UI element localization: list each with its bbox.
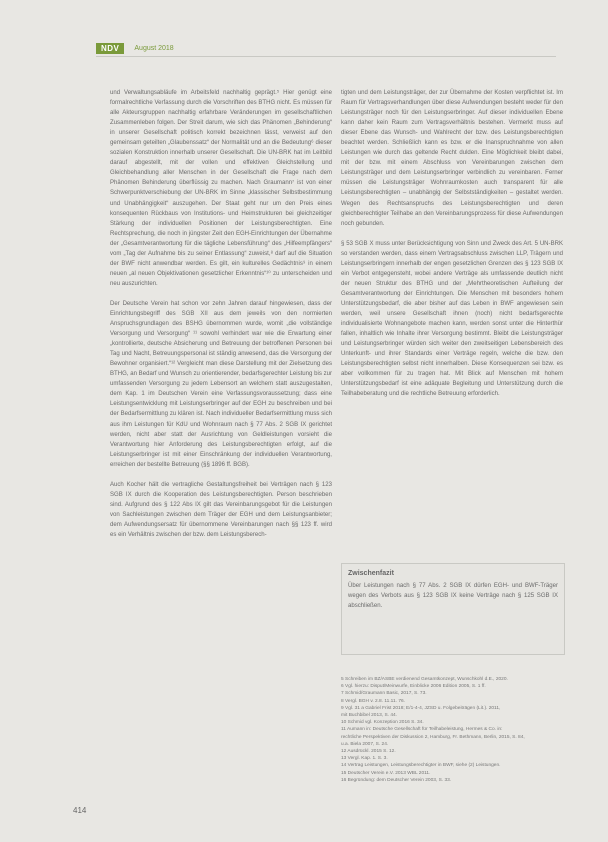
footnote: mit Buchbibel 2013, S. 44.: [341, 713, 397, 719]
paragraph: Der Deutsche Verein hat schon vor zehn Jahren darauf hingewiesen, dass der Einrichtungsbegriff des SGB XII aus dem jeweils von den normierten Anspruchsgrundlagen des BSHG übernommen wurde, womit „die vollständige Versorgung und Versorgung“ ¹¹ sowohl verhindert war wie die Erwartung einer „kontrollierte, deutsche Absicherung und Betreuung der betroffenen Personen bei Tag und Nacht, Betreuungspersonal ist ständig anwesend, das die Versorgung der Bewohner organisiert.“¹² Vergleicht man diese Darstellung mit der Zielsetzung des BTHG, an Bedarf und Wunsch zu orientierender, bedarfsgerechter Leistung bis zur umfassenden Versorgung zu jedem Lebensort an welchem statt auszugestalten, dem Kap. 1 im Deutschen Verein eine Verfassungsvoraussetzung; dass eine Leistungsentwicklung mit Leistungserbringer auf der EGH zu beschreiben und bei der Bedarfsermittlung zu klären ist. Nach individueller Bedarfsermittlung muss sich aus ihm Leistungen für KdU und Wohnraum nach § 77 Abs. 2 SGB IX gerichtet werden, nicht aber statt der Ausrichtung von Geldleistungen vorsieht die Verantwortung hier Anforderung des Leistungsberechtigten erfolgt, auf die Leistungserbringer ist mit einer Einschränkung der individuellen Verantwortung, erreichen der bestellte Betreuung (§§ 1896 ff. BGB).: [110, 300, 332, 468]
footnote: 7 Schmid/Graumann Basic, 2017, S. 73.: [341, 691, 427, 697]
footnote: 12 Ausdrückl. 2015 S. 12.: [341, 749, 396, 755]
paragraph: § 53 SGB X muss unter Berücksichtigung von Sinn und Zweck des Art. 5 UN-BRK so verstanden werden, dass einem Vertragsabschluss zwischen LLP, Trägern und Leistungserbringern innerhalb der engen gesetzlichen Grenzen des § 123 SGB IX ein Verbot entgegensteht, wobei andere Verträge als umfassende deutlich nicht der neuen Struktur des BTHG und der „Mehrtheoretischen Aufteilung der Gesamtverantwortung der Einrichtungen. Die Menschen mit besonders hohem Unterstützungsbedarf, die aber bisher auf das Leben in BWF angewiesen sein werden, weil unsere Gesellschaft ihnen (noch) nicht bedarfsgerechte individualisierte Wohnangebote machen kann, werden sonst unter die Hinterthür fallen, inhaltlich wie Inhalte ihrer Versorgung bestimmt. Bleibt die Leistungsträger und Leistungserbringer würden sich weiter den zweitseitigen Lebensbereich des Unterkunft- und ihrer Standards einer Verträge regeln, welche die bzw. den Leistungsberechtigten selbst nicht innerhalben. Diese Konsequenzen sei bzw. es aber vollkommen für zu tragen hat. Mit Blick auf Menschen mit hohem Unterstützungsbedarf ist eine adäquate Begleitung und Unterstützung durch die Teilhabeberatung und die rechtliche Betreuung erforderlich.: [341, 240, 563, 398]
footnote: 5 Schreiben im BZ/ASBE verdienend Gesamtkonzept, Wunschkohl d.E., 2020.: [341, 677, 508, 682]
footnote: 11 Aumann in: Deutsche Gesellschaft für Teilhabeleistung, Hermes & Co. in:: [341, 727, 503, 733]
footnote: rechtliche Perspektiven der Diskussion 2, Hamburg, Fr. Bethmann, Berlin, 2015, S. 84,: [341, 734, 525, 740]
page-number: 414: [73, 806, 87, 815]
footnote: 10 Schmid vgl. Konzeption 2016 S. 34.: [341, 720, 424, 726]
summary-text: Über Leistungen nach § 77 Abs. 2 SGB IX dürfen EGH- und BWF-Träger wegen des Verbots aus § 123 SGB IX keine Verträge nach § 125 SGB IX abschließen.: [348, 583, 558, 609]
footnote: 15 Deutscher Verein e.V. 2013 WBL 2011.: [341, 770, 431, 776]
header-rule: [96, 56, 556, 57]
paragraph: tigten und dem Leistungsträger, der zur Übernahme der Kosten verpflichtet ist. Im Raum für Vertragsverhandlungen über diese Aufwendungen besteht weder für den Leistungsträger noch für den Leistungserbringer. Auf dieser individuellen Ebene kann daher kein Raum zum Vertragsverhältnis bestehen. Vermerkt muss auf dieser Ebene das Wunsch- und Wahlrecht der bzw. des Leistungsberechtigten beachtet werden. Schließlich kann es bzw. er die Inanspruchnahme von allen Leistungen wie durch das geltende Recht dulden. Eine Möglichkeit bleibt dabei, mit der bzw. mit einem Abschluss von Vereinbarungen zwischen dem Leistungsträger und dem Leistungserbringer verbindlich zu vereinbaren. Ferner müssen die Leistungsträger Wohnraumkosten auch transparent für alle Leistungsberechtigten – unabhängig der Selbstständigkeiten – gestaltet werden. Wegen des Rechtsanspruchs des Leistungsberechtigten und deren gleichberechtigter Teilhabe an den Vereinbarungsprozess für diese Aufwendungen noch gebunden.: [341, 90, 563, 227]
right-column: [341, 88, 563, 409]
summary-box: [341, 563, 565, 655]
footnote: u.a. Biela 2007, S. 24.: [341, 741, 389, 747]
summary-title: Zwischenfazit: [348, 570, 394, 577]
footnote: 6 Vgl. hierzu: Disput/Meinwurfe, Einblicke 2006 Edition 2005, S. 1 ff.: [341, 684, 486, 690]
page-header: [96, 42, 174, 54]
footnote: 14 Vertrag Leistungen, Leistungsberechtigter in BWF, siehe (2) Leistungen.: [341, 763, 501, 769]
footnotes: [341, 676, 563, 784]
issue-date: August 2018: [134, 44, 174, 52]
footnote: 16 Begründung: dem Deutscher Verein 2003, S. 33.: [341, 777, 452, 783]
footnote: 9 Vgl. 31 a Gabriel Frist 2018; E/1-4-4, JZSD u. Folgebeiträgen (Lit.). 2011,: [341, 705, 501, 711]
footnote: 8 Vergl. BGH v. 2.8. 11.11. 76.: [341, 698, 405, 704]
journal-brand: NDV: [96, 43, 124, 54]
paragraph: und Verwaltungsabläufe im Arbeitsfeld nachhaltig geprägt.⁵ Hier genügt eine formalrechtliche Verfassung durch die Vorschriften des BTHG nicht. Es müssen für alle Akteursgruppen nachhaltig erfahrbare Veränderungen im gesellschaftlichen Zusammenleben folgen. Der Streit darum, wie sich das Phänomen „Behinderung“ in unserer Gesellschaft politisch korrekt bezeichnen lässt, verweist auf den gemeinsam geteilten „Glaubenssatz“ der Normalität und an die Bedeutung⁶ dieser sozialen Konstruktion innerhalb unserer Gesellschaft. Die UN-BRK hat im Leitbild darauf abgestellt, mit der vollen und effektiven Gleichstellung und Gleichbehandlung aller Menschen in der Gesellschaft die Frage nach dem Phänomen Behinderung überflüssig zu machen. Nach Graumann⁷ ist von einer Schwerpunktverschiebung der UN-BRK im Sinne „klassischer Selbstbestimmung und Unabhängigkeit“ auszugehen. Der Staat geht nur um den Preis eines konsequenten Rückbaus von Institutions- und Heimstrukturen bei gleichzeitiger Stärkung der individuellen Positionen der Leistungsberechtigten. Eine Rechtsprechung, die noch in jüngster Zeit den EGH-Einrichtungen der Übernahme der „Gesamtverantwortung für die tägliche Lebensführung“ des „Hilfeempfängers“ vom „Tag der Aufnahme bis zu seiner Entlassung“ zuweist,⁸ darf auf die Situation der BWF nicht anwendbar werden. Es gilt, ein kulturelles Gedächtnis⁹ in einem neuen „al neuen Objektivationen gesetzlicher Erkenntnis“¹⁰ zu unterscheiden und neu auszurichten.: [110, 90, 332, 287]
paragraph: Auch Kocher hält die vertragliche Gestaltungsfreiheit bei Verträgen nach § 123 SGB IX durch die Kooperation des Leistungsberechtigten. Person beschrieben sind. Aufgrund des § 122 Abs IX gilt das Vereinbarungsgebot für die Leistungen von Sachleistungen zwischen dem Träger der EGH und dem Leistungsanbieter; dem Aufwendungsersatz für übernommene Vereinbarungen nach §§ 123 ff. wird es ein Verhältnis zwischen der bzw. dem Leistungsberech-: [110, 481, 332, 538]
left-column: [110, 88, 332, 550]
footnote: 13 Vergl. Kap. 1. S. 3.: [341, 756, 388, 762]
